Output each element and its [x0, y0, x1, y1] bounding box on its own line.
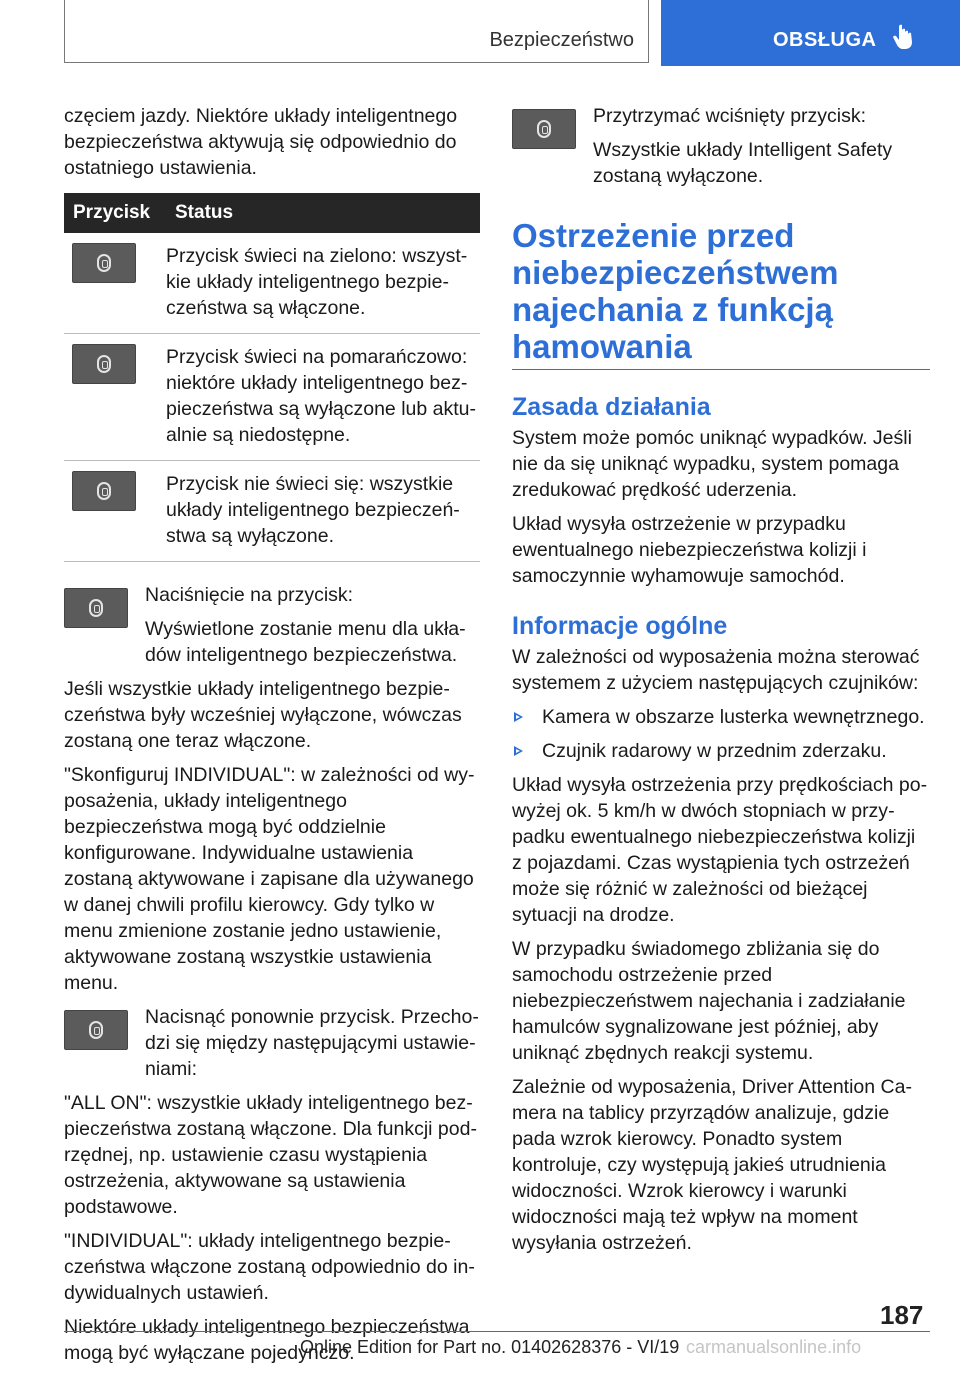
- subheading-principle: Zasada działania: [512, 393, 711, 421]
- table-row: [64, 334, 480, 461]
- triangle-bullet-icon: [514, 746, 523, 756]
- sensor-list: [512, 704, 930, 764]
- intelligent-safety-button-icon: [512, 109, 576, 149]
- paragraph: W przypadku świadomego zbliżania się do samochodu ostrzeżenie przed niebezpieczeństwem najechania i zadziałanie hamulców sygnalizowane jest później, aby uniknąć zbędnych reakcji systemu.: [512, 938, 906, 1064]
- list-item: Kamera w obszarze lusterka wewnętrznego.: [512, 704, 930, 730]
- paragraph-configure: "Skonfiguruj INDIVIDUAL": w zależności od wyposażenia, układy inteligentnego bezpieczeństwa mogą być oddzielnie konfigurowane. Indywidualne ustawienia zostaną aktywowane i zapisane dla używanego w danej chwili profilu kierowcy. Gdy tylko w menu zmienione zostanie jedno ustawienie, aktywowane zostaną wszystkie ustawienia menu.: [64, 764, 475, 994]
- watermark: carmanualsonline.info: [686, 1337, 862, 1357]
- subheading-general: Informacje ogólne: [512, 612, 728, 640]
- paragraph-some-off: Niektóre układy inteligentnego bezpieczeństwa mogą być wyłączane pojedynczo.: [64, 1316, 470, 1364]
- intelligent-safety-button-icon: [72, 471, 136, 511]
- press-instruction: [64, 582, 482, 668]
- status-text: Przycisk świeci na zielono: wszystkie układy inteligentnego bezpieczeństwa są włączone.: [166, 233, 480, 334]
- table-row: [64, 461, 480, 562]
- paragraph: Zależnie od wyposażenia, Driver Attention Camera na tablicy przyrządów analizuje, gdzie pada wzrok kierowcy. Ponadto system kontroluje, czy występują jakieś utrudnienia widoczności. Wzrok kierowcy i warunki widoczności mają też wpływ na moment wysyłania ostrzeżeń.: [512, 1076, 912, 1254]
- left-column: [64, 103, 482, 1374]
- right-column: [512, 103, 930, 1264]
- section-header-box: [64, 0, 649, 63]
- press-text: Wyświetlone zostanie menu dla układów inteligentnego bezpieczeństwa.: [145, 618, 466, 666]
- table-header-button: Przycisk: [64, 193, 166, 233]
- intelligent-safety-button-icon: [72, 344, 136, 384]
- edition-footer: Online Edition for Part no. 01402628376 - VI/19: [300, 1337, 680, 1357]
- triangle-bullet-icon: [514, 712, 523, 722]
- press-again-text: Nacisnąć ponownie przycisk. Przechodzi się między następującymi ustawieniami:: [145, 1006, 479, 1080]
- button-status-table: [64, 193, 480, 562]
- footer-divider: [64, 1331, 930, 1332]
- intelligent-safety-button-icon: [64, 588, 128, 628]
- paragraph-all-off: Jeśli wszystkie układy inteligentnego bezpieczeństwa były wcześniej wyłączone, wówczas zostaną one teraz włączone.: [64, 678, 462, 752]
- hand-pointer-icon: [893, 24, 915, 50]
- intelligent-safety-button-icon: [64, 1010, 128, 1050]
- page-number: 187: [880, 1300, 924, 1330]
- chapter-tab-label: OBSŁUGA: [773, 29, 877, 51]
- hold-text: Wszystkie układy Intelligent Safety zostaną wyłączone.: [593, 139, 893, 187]
- table-row: [64, 233, 480, 334]
- section-title: Bezpieczeństwo: [489, 29, 634, 51]
- paragraph-individual: "INDIVIDUAL": układy inteligentnego bezpieczeństwa włączone zostaną odpowiednio do indywidualnych ustawień.: [64, 1230, 475, 1304]
- press-again-instruction: [64, 1004, 482, 1082]
- press-title: Naciśnięcie na przycisk:: [145, 584, 354, 606]
- hold-instruction: [512, 103, 930, 189]
- paragraph: Układ wysyła ostrzeżenia przy prędkościach powyżej ok. 5 km/h w dwóch stopniach w przypadku ewentualnego niebezpieczeństwa kolizji z pojazdami. Czas wystąpienia tych ostrzeżeń może się różnić w zależności od bieżącej sytuacji na drodze.: [512, 774, 928, 926]
- paragraph: System może pomóc uniknąć wypadków. Jeśli nie da się uniknąć wypadku, system pomaga zredukować prędkość uderzenia.: [512, 427, 912, 501]
- hold-title: Przytrzymać wciśnięty przycisk:: [593, 105, 867, 127]
- paragraph: Układ wysyła ostrzeżenie w przypadku ewentualnego niebezpieczeństwa kolizji i samoczynnie wyhamowuje samochód.: [512, 513, 867, 587]
- status-text: Przycisk nie świeci się: wszystkie układy inteligentnego bezpieczeństwa są wyłączone.: [166, 461, 480, 562]
- intro-paragraph: częciem jazdy. Niektóre układy inteligentnego bezpieczeństwa aktywują się odpowiednio do ostatniego ustawienia.: [64, 105, 458, 179]
- status-text: Przycisk świeci na pomarańczowo: niektóre układy inteligentnego bezpieczeństwa są wyłączone lub aktualnie są niedostępne.: [166, 334, 480, 461]
- section-heading: Ostrzeżenie przed niebezpieczeństwem najechania z funkcją hamowania: [512, 217, 930, 370]
- chapter-tab[interactable]: [661, 0, 960, 66]
- paragraph: W zależności od wyposażenia można sterować systemem z użyciem następujących czujników:: [512, 646, 920, 694]
- table-header-status: Status: [166, 193, 480, 233]
- paragraph-all-on: "ALL ON": wszystkie układy inteligentnego bezpieczeństwa zostaną włączone. Dla funkcji podrzędnej, np. ustawienie czasu wystąpienia ostrzeżenia, aktywowane są ustawienia podstawowe.: [64, 1092, 477, 1218]
- page-header: [0, 0, 960, 66]
- list-item: Czujnik radarowy w przednim zderzaku.: [512, 738, 930, 764]
- intelligent-safety-button-icon: [72, 243, 136, 283]
